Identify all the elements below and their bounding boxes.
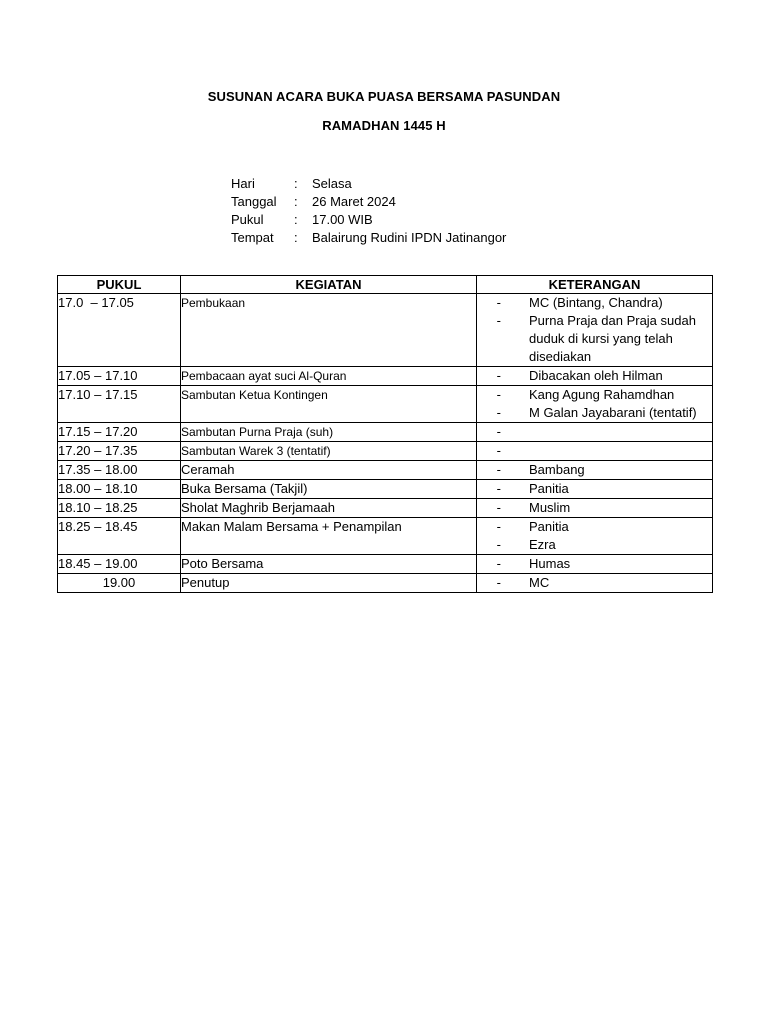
bullet-dash: - bbox=[496, 556, 501, 571]
note-text: M Galan Jayabarani (tentatif) bbox=[529, 405, 697, 420]
row-time: 17.10 – 17.15 bbox=[58, 386, 181, 423]
note-text bbox=[529, 442, 712, 460]
note-text: Humas bbox=[529, 556, 571, 571]
note-text: Ezra bbox=[529, 537, 556, 552]
info-value: 17.00 WIB bbox=[312, 212, 373, 227]
note-text: Kang Agung Rahamdhan bbox=[529, 387, 675, 402]
table-row bbox=[58, 461, 713, 480]
row-time: 18.25 – 18.45 bbox=[58, 518, 181, 555]
row-time: 17.05 – 17.10 bbox=[58, 367, 181, 386]
row-time: 17.35 – 18.00 bbox=[58, 461, 181, 480]
note-text: Dibacakan oleh Hilman bbox=[529, 368, 663, 383]
info-value: 26 Maret 2024 bbox=[312, 194, 396, 209]
info-label: Hari bbox=[231, 176, 255, 191]
note-item bbox=[477, 442, 712, 460]
note-item bbox=[477, 518, 712, 536]
row-notes bbox=[477, 518, 713, 555]
info-value: Balairung Rudini IPDN Jatinangor bbox=[312, 230, 507, 245]
info-row-hari bbox=[231, 175, 506, 193]
document-title: SUSUNAN ACARA BUKA PUASA BERSAMA PASUNDAN bbox=[207, 89, 561, 104]
row-notes bbox=[477, 423, 713, 442]
note-item bbox=[477, 312, 712, 366]
bullet-dash: - bbox=[496, 387, 501, 402]
bullet-dash: - bbox=[496, 443, 501, 458]
note-item bbox=[477, 294, 712, 312]
row-time: 18.45 – 19.00 bbox=[58, 555, 181, 574]
row-activity: Poto Bersama bbox=[181, 555, 477, 574]
table-row bbox=[58, 386, 713, 423]
row-notes bbox=[477, 499, 713, 518]
note-text: Muslim bbox=[529, 500, 571, 515]
note-item bbox=[477, 423, 712, 441]
bullet-dash: - bbox=[496, 537, 501, 552]
row-notes bbox=[477, 367, 713, 386]
row-activity: Sambutan Purna Praja (suh) bbox=[181, 423, 477, 442]
table-row bbox=[58, 442, 713, 461]
event-info bbox=[231, 175, 506, 247]
note-text: Panitia bbox=[529, 519, 569, 534]
row-activity: Sambutan Ketua Kontingen bbox=[181, 386, 477, 423]
bullet-dash: - bbox=[496, 519, 501, 534]
row-notes bbox=[477, 555, 713, 574]
info-value: Selasa bbox=[312, 176, 352, 191]
row-notes bbox=[477, 480, 713, 499]
info-label: Tanggal bbox=[231, 194, 277, 209]
info-label: Tempat bbox=[231, 230, 274, 245]
document-subtitle: RAMADHAN 1445 H bbox=[322, 118, 446, 133]
row-activity: Buka Bersama (Takjil) bbox=[181, 480, 477, 499]
row-time: 18.00 – 18.10 bbox=[58, 480, 181, 499]
note-text bbox=[529, 423, 712, 441]
header-keterangan: KETERANGAN bbox=[477, 276, 713, 294]
note-item bbox=[477, 536, 712, 554]
info-row-tanggal bbox=[231, 193, 506, 211]
row-notes bbox=[477, 574, 713, 593]
info-colon: : bbox=[294, 176, 298, 191]
table-row bbox=[58, 518, 713, 555]
note-text: Panitia bbox=[529, 481, 569, 496]
row-time: 17.0 – 17.05 bbox=[58, 294, 181, 367]
info-label: Pukul bbox=[231, 212, 264, 227]
info-colon: : bbox=[294, 230, 298, 245]
bullet-dash: - bbox=[496, 405, 501, 420]
header-pukul: PUKUL bbox=[58, 276, 181, 294]
row-activity: Penutup bbox=[181, 574, 477, 593]
row-activity: Sambutan Warek 3 (tentatif) bbox=[181, 442, 477, 461]
note-text: Bambang bbox=[529, 462, 585, 477]
row-notes bbox=[477, 442, 713, 461]
note-item bbox=[477, 404, 712, 422]
note-item bbox=[477, 555, 712, 573]
bullet-dash: - bbox=[496, 462, 501, 477]
table-row bbox=[58, 499, 713, 518]
table-row bbox=[58, 367, 713, 386]
table-row bbox=[58, 574, 713, 593]
schedule-table bbox=[57, 275, 713, 593]
bullet-dash: - bbox=[496, 295, 501, 310]
note-item bbox=[477, 367, 712, 385]
note-item bbox=[477, 480, 712, 498]
bullet-dash: - bbox=[496, 424, 501, 439]
table-row bbox=[58, 480, 713, 499]
note-item bbox=[477, 386, 712, 404]
table-row bbox=[58, 423, 713, 442]
row-time: 17.20 – 17.35 bbox=[58, 442, 181, 461]
info-row-pukul bbox=[231, 211, 506, 229]
row-activity: Makan Malam Bersama + Penampilan bbox=[181, 518, 477, 555]
info-colon: : bbox=[294, 194, 298, 209]
note-text: MC bbox=[529, 575, 550, 590]
note-text: MC (Bintang, Chandra) bbox=[529, 295, 663, 310]
info-row-tempat bbox=[231, 229, 506, 247]
row-activity: Ceramah bbox=[181, 461, 477, 480]
row-time: 18.10 – 18.25 bbox=[58, 499, 181, 518]
bullet-dash: - bbox=[496, 368, 501, 383]
row-notes bbox=[477, 461, 713, 480]
row-time: 17.15 – 17.20 bbox=[58, 423, 181, 442]
bullet-dash: - bbox=[496, 575, 501, 590]
table-row bbox=[58, 294, 713, 367]
bullet-dash: - bbox=[496, 500, 501, 515]
note-item bbox=[477, 574, 712, 592]
note-text: Purna Praja dan Praja sudah duduk di kursi yang telah disediakan bbox=[529, 313, 696, 364]
row-activity: Pembacaan ayat suci Al-Quran bbox=[181, 367, 477, 386]
note-item bbox=[477, 461, 712, 479]
table-header-row bbox=[58, 276, 713, 294]
row-notes bbox=[477, 294, 713, 367]
row-time: 19.00 bbox=[58, 574, 181, 593]
row-activity: Pembukaan bbox=[181, 294, 477, 367]
bullet-dash: - bbox=[496, 481, 501, 496]
row-notes bbox=[477, 386, 713, 423]
header-kegiatan: KEGIATAN bbox=[181, 276, 477, 294]
bullet-dash: - bbox=[496, 313, 501, 328]
row-activity: Sholat Maghrib Berjamaah bbox=[181, 499, 477, 518]
note-item bbox=[477, 499, 712, 517]
info-colon: : bbox=[294, 212, 298, 227]
table-row bbox=[58, 555, 713, 574]
